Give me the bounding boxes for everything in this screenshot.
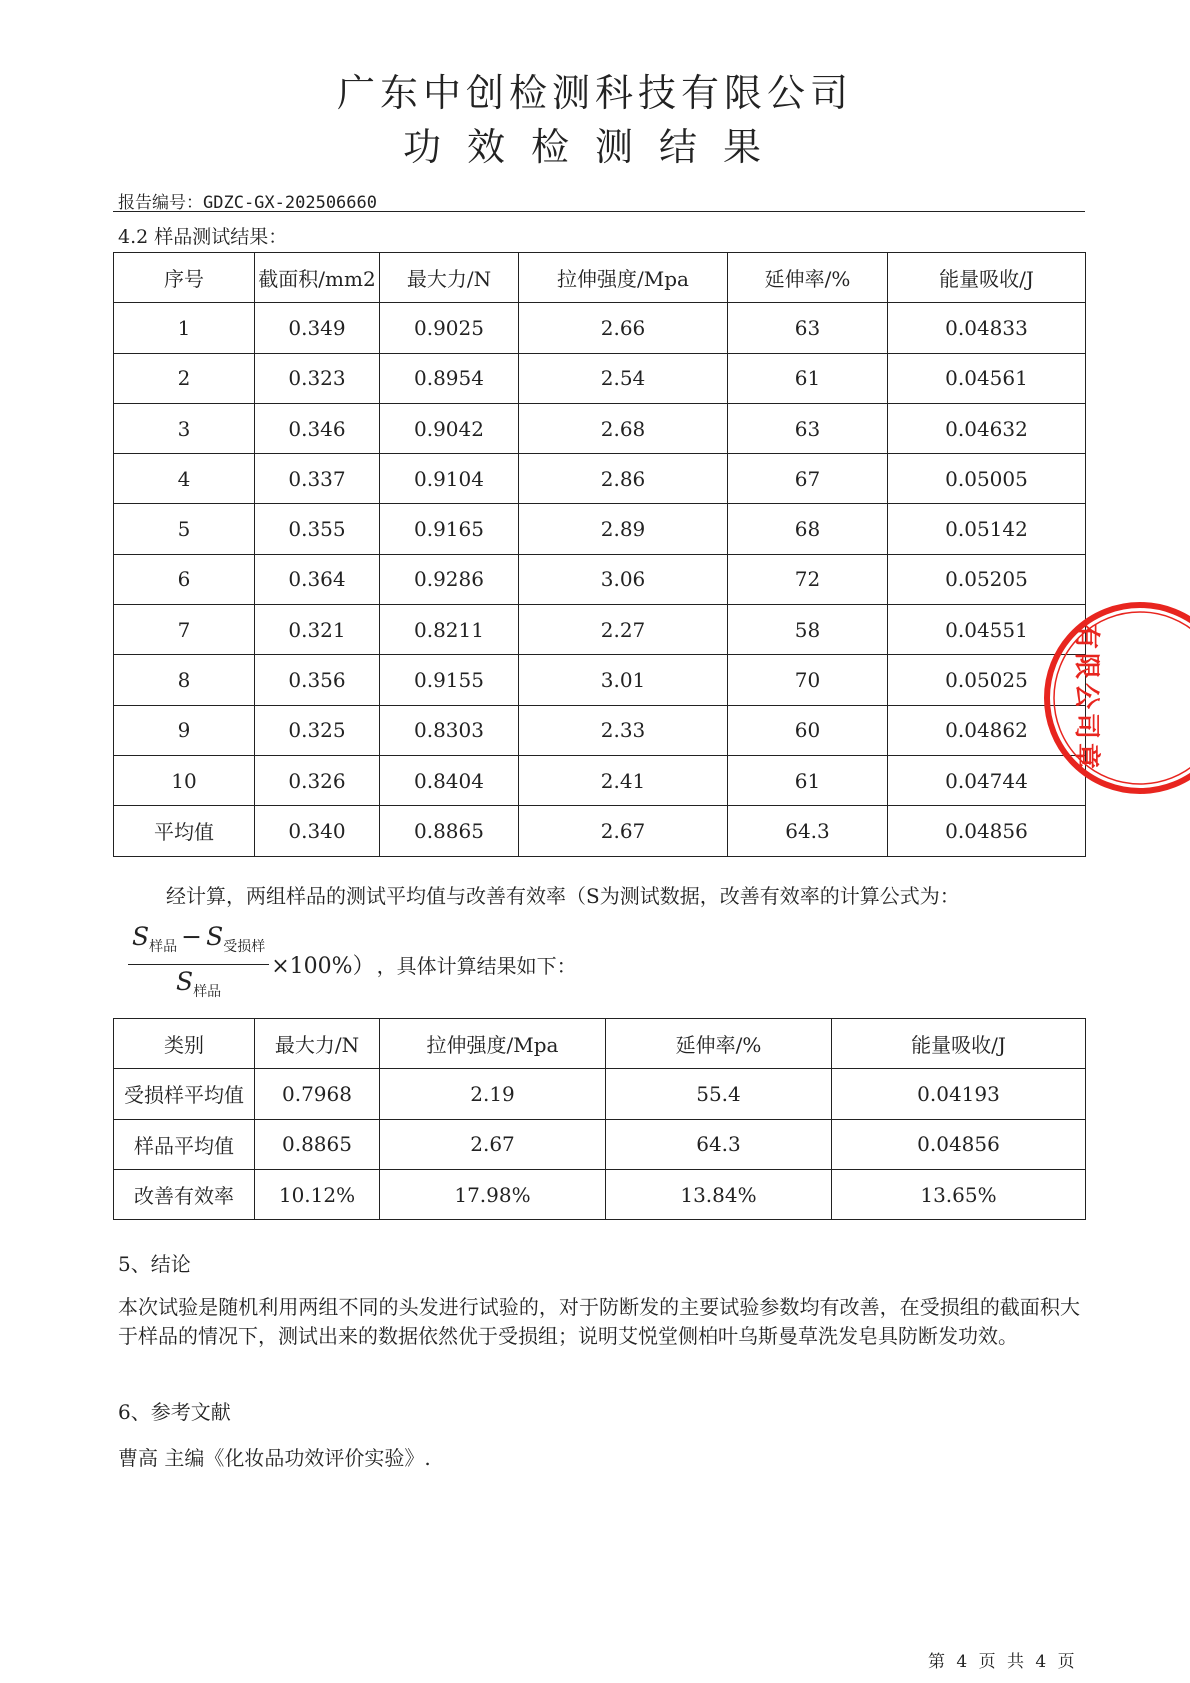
table-cell: 0.9042 — [380, 403, 519, 453]
calculation-intro: 经计算，两组样品的测试平均值与改善有效率（S为测试数据，改善有效率的计算公式为： — [166, 884, 960, 908]
table-row — [114, 454, 1086, 504]
col-header: 最大力/N — [380, 253, 519, 303]
table-row — [114, 755, 1086, 805]
sample-results-table — [113, 252, 1086, 857]
table-cell: 13.65% — [832, 1169, 1086, 1219]
table-cell: 0.04632 — [888, 403, 1086, 453]
table-cell: 3.01 — [519, 655, 728, 705]
page-number: 第 4 页 共 4 页 — [928, 1652, 1075, 1672]
table-cell: 0.04862 — [888, 705, 1086, 755]
formula-symbol: S — [206, 922, 224, 951]
table-cell: 0.04833 — [888, 303, 1086, 353]
table-cell: 63 — [728, 403, 888, 453]
table-row — [114, 353, 1086, 403]
table-cell: 0.8303 — [380, 705, 519, 755]
table-row — [114, 1119, 1086, 1169]
col-header: 拉伸强度/Mpa — [519, 253, 728, 303]
table-cell: 0.8954 — [380, 353, 519, 403]
table-cell: 0.8865 — [255, 1119, 380, 1169]
table-cell: 0.337 — [255, 454, 380, 504]
table-cell: 2.54 — [519, 353, 728, 403]
table-row-average — [114, 806, 1086, 856]
table-cell: 63 — [728, 303, 888, 353]
table-cell: 64.3 — [728, 806, 888, 856]
formula-symbol: S — [176, 967, 194, 996]
table-cell: 2 — [114, 353, 255, 403]
table-cell: 0.7968 — [255, 1069, 380, 1119]
table-cell: 样品平均值 — [114, 1119, 255, 1169]
table-cell: 0.8865 — [380, 806, 519, 856]
col-header: 延伸率/% — [606, 1019, 832, 1069]
table-cell: 0.9104 — [380, 454, 519, 504]
table-row — [114, 403, 1086, 453]
table-cell: 10.12% — [255, 1169, 380, 1219]
table-cell: 0.9025 — [380, 303, 519, 353]
report-number: 报告编号：GDZC-GX-202506660 — [118, 193, 377, 213]
formula-fraction — [128, 920, 269, 1009]
table-cell: 2.67 — [380, 1119, 606, 1169]
table-cell: 0.9165 — [380, 504, 519, 554]
table-cell: 0.05005 — [888, 454, 1086, 504]
col-header: 序号 — [114, 253, 255, 303]
table-cell: 4 — [114, 454, 255, 504]
conclusion-text: 本次试验是随机利用两组不同的头发进行试验的，对于防断发的主要试验参数均有改善，在受损组的截面积大于样品的情况下，测试出来的数据依然优于受损组；说明艾悦堂侧柏叶乌斯曼草洗发皂具防断发功效。 — [118, 1295, 1080, 1348]
formula-denominator — [176, 965, 221, 1009]
table-cell: 3.06 — [519, 554, 728, 604]
table-cell: 0.364 — [255, 554, 380, 604]
table-cell: 5 — [114, 504, 255, 554]
col-header: 截面积/mm2 — [255, 253, 380, 303]
seal-ring — [1047, 605, 1190, 791]
col-header: 能量吸收/J — [832, 1019, 1086, 1069]
table-row — [114, 303, 1086, 353]
table-cell: 0.05142 — [888, 504, 1086, 554]
table-cell: 0.323 — [255, 353, 380, 403]
table-cell: 2.41 — [519, 755, 728, 805]
header-divider — [113, 211, 1085, 212]
table-cell: 0.04561 — [888, 353, 1086, 403]
table-cell: 0.355 — [255, 504, 380, 554]
table-cell: 2.19 — [380, 1069, 606, 1119]
table-cell: 0.04744 — [888, 755, 1086, 805]
table-cell: 0.9286 — [380, 554, 519, 604]
reference-item: 曹高 主编《化妆品功效评价实验》. — [118, 1446, 431, 1470]
table-cell: 64.3 — [606, 1119, 832, 1169]
table-cell: 0.9155 — [380, 655, 519, 705]
table-cell: 10 — [114, 755, 255, 805]
formula-subscript: 样品 — [193, 984, 222, 1000]
section-title: 4.2 样品测试结果： — [118, 226, 288, 248]
table-cell: 0.04193 — [832, 1069, 1086, 1119]
table-cell: 0.04856 — [888, 806, 1086, 856]
table-cell: 0.326 — [255, 755, 380, 805]
table-cell: 0.321 — [255, 605, 380, 655]
table-cell: 3 — [114, 403, 255, 453]
table-header-row — [114, 253, 1086, 303]
table-row — [114, 605, 1086, 655]
formula-multiplier: ×100%） — [271, 954, 375, 979]
table-row — [114, 1169, 1086, 1219]
col-header: 延伸率/% — [728, 253, 888, 303]
table-cell: 13.84% — [606, 1169, 832, 1219]
table-cell: 61 — [728, 353, 888, 403]
table-cell: 55.4 — [606, 1069, 832, 1119]
table-cell: 58 — [728, 605, 888, 655]
table-cell: 9 — [114, 705, 255, 755]
table-row — [114, 554, 1086, 604]
document-title: 功效检测结果 — [402, 125, 787, 169]
table-cell: 2.67 — [519, 806, 728, 856]
table-cell: 受损样平均值 — [114, 1069, 255, 1119]
table-cell: 0.356 — [255, 655, 380, 705]
col-header: 能量吸收/J — [888, 253, 1086, 303]
col-header: 拉伸强度/Mpa — [380, 1019, 606, 1069]
table-cell: 72 — [728, 554, 888, 604]
table-cell: 0.340 — [255, 806, 380, 856]
table-cell: 0.04856 — [832, 1119, 1086, 1169]
table-cell: 68 — [728, 504, 888, 554]
efficacy-table — [113, 1018, 1086, 1220]
table-cell: 2.89 — [519, 504, 728, 554]
table-cell: 60 — [728, 705, 888, 755]
conclusion-heading: 5、结论 — [118, 1252, 191, 1276]
col-header: 最大力/N — [255, 1019, 380, 1069]
table-row — [114, 655, 1086, 705]
table-row — [114, 705, 1086, 755]
table-cell: 改善有效率 — [114, 1169, 255, 1219]
table-cell: 61 — [728, 755, 888, 805]
table-cell: 8 — [114, 655, 255, 705]
table-cell: 0.325 — [255, 705, 380, 755]
table-cell: 0.05205 — [888, 554, 1086, 604]
col-header: 类别 — [114, 1019, 255, 1069]
formula-subscript: 受损样 — [223, 939, 266, 955]
table-cell: 1 — [114, 303, 255, 353]
table-cell: 2.33 — [519, 705, 728, 755]
table-cell: 0.346 — [255, 403, 380, 453]
table-cell: 2.27 — [519, 605, 728, 655]
table-cell: 0.8404 — [380, 755, 519, 805]
table-cell: 6 — [114, 554, 255, 604]
company-seal-stamp — [1040, 598, 1190, 798]
table-cell: 0.8211 — [380, 605, 519, 655]
table-cell: 2.66 — [519, 303, 728, 353]
formula-after-text: ，具体计算结果如下： — [376, 954, 577, 978]
seal-text: 有限公司章 — [1071, 622, 1101, 774]
table-header-row — [114, 1019, 1086, 1069]
table-cell: 2.86 — [519, 454, 728, 504]
table-cell: 0.04551 — [888, 605, 1086, 655]
table-row — [114, 1069, 1086, 1119]
table-cell: 2.68 — [519, 403, 728, 453]
formula-numerator — [128, 920, 269, 965]
company-name: 广东中创检测科技有限公司 — [336, 71, 853, 115]
formula-symbol: S — [132, 922, 150, 951]
table-row — [114, 504, 1086, 554]
efficacy-formula — [128, 920, 577, 1009]
table-cell: 0.05025 — [888, 655, 1086, 705]
table-cell: 0.349 — [255, 303, 380, 353]
table-cell: 70 — [728, 655, 888, 705]
references-heading: 6、参考文献 — [118, 1400, 231, 1424]
table-cell: 17.98% — [380, 1169, 606, 1219]
table-cell: 7 — [114, 605, 255, 655]
table-cell: 平均值 — [114, 806, 255, 856]
formula-subscript: 样品 — [149, 939, 178, 955]
table-cell: 67 — [728, 454, 888, 504]
formula-minus: − — [181, 922, 203, 951]
